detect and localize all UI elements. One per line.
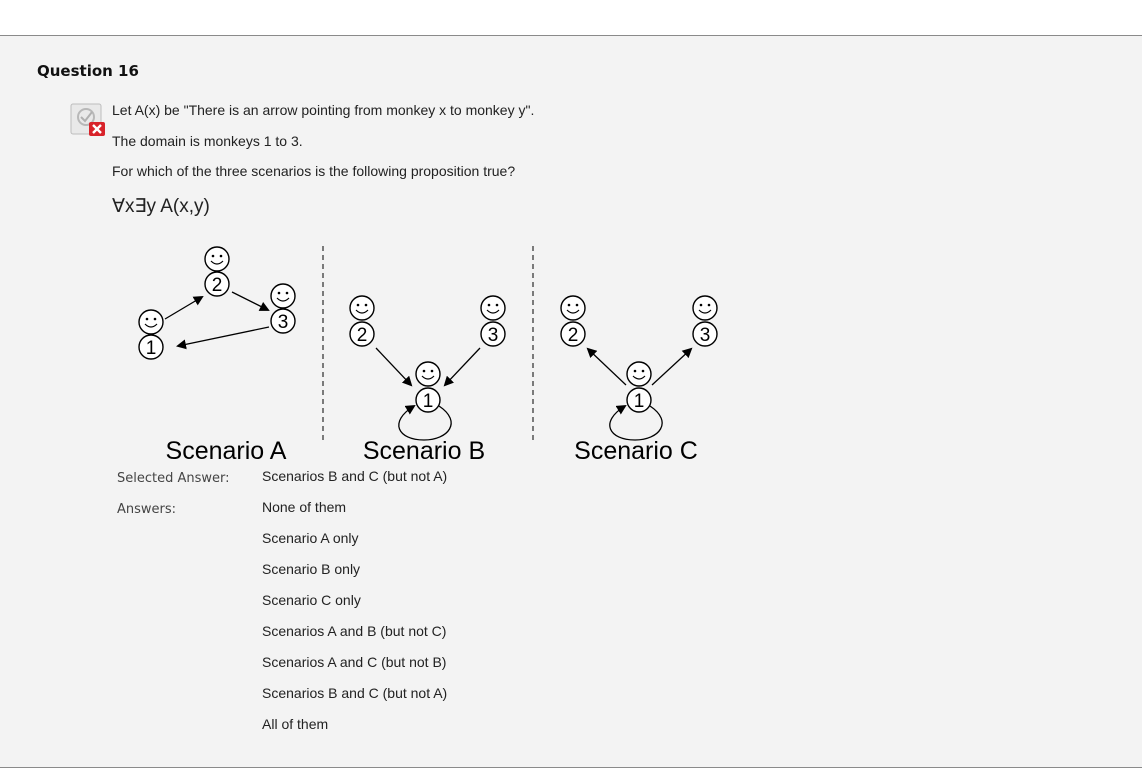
question-panel <box>0 35 1142 768</box>
monkey-1-c <box>627 362 651 412</box>
scenario-b-label: Scenario B <box>362 437 486 465</box>
question-line-3: For which of the three scenarios is the following proposition true? <box>112 163 516 179</box>
answer-option: Scenarios A and C (but not B) <box>262 654 447 670</box>
selected-answer-label: Selected Answer: <box>117 471 230 486</box>
answer-option: Scenarios A and B (but not C) <box>262 623 447 639</box>
svg-text:3: 3 <box>487 325 499 346</box>
arrow-1-to-2 <box>165 297 202 319</box>
monkey-1-b <box>416 362 440 412</box>
question-title: Question 16 <box>37 62 139 80</box>
monkey-1-a <box>139 310 163 359</box>
incorrect-icon <box>70 103 106 137</box>
svg-text:2: 2 <box>567 325 579 346</box>
scenario-c-label: Scenario C <box>574 437 698 465</box>
scenario-c <box>561 296 717 465</box>
answer-option: Scenario A only <box>262 530 359 546</box>
arrow-3-to-1 <box>445 348 480 385</box>
monkey-2-b <box>350 296 374 346</box>
arrow-2-to-3 <box>232 292 268 310</box>
answer-option: Scenarios B and C (but not A) <box>262 685 448 701</box>
scenario-b <box>350 296 505 465</box>
svg-text:1: 1 <box>422 391 434 412</box>
scenario-a <box>139 247 295 465</box>
monkey-2-a <box>205 247 229 296</box>
svg-text:2: 2 <box>356 325 368 346</box>
answer-option: All of them <box>262 716 329 732</box>
scenario-figure <box>118 240 738 465</box>
proposition: ∀x∃y A(x,y) <box>112 196 210 217</box>
arrow-1-to-3 <box>652 349 691 385</box>
arrow-3-to-1 <box>178 327 269 346</box>
arrow-2-to-1 <box>376 348 411 385</box>
answer-option: Scenario B only <box>262 561 361 577</box>
svg-text:1: 1 <box>145 338 157 359</box>
question-line-2: The domain is monkeys 1 to 3. <box>112 133 303 149</box>
svg-text:3: 3 <box>277 312 289 333</box>
monkey-3-b <box>481 296 505 346</box>
answers-label: Answers: <box>117 502 177 517</box>
selected-answer-value: Scenarios B and C (but not A) <box>262 468 448 484</box>
scenario-a-label: Scenario A <box>165 437 287 465</box>
svg-text:2: 2 <box>211 275 223 296</box>
svg-text:1: 1 <box>633 391 645 412</box>
answer-option: None of them <box>262 499 347 515</box>
monkey-3-c <box>693 296 717 346</box>
svg-text:3: 3 <box>699 325 711 346</box>
answer-option: Scenario C only <box>262 592 361 608</box>
monkey-2-c <box>561 296 585 346</box>
monkey-3-a <box>271 284 295 333</box>
question-line-1: Let A(x) be "There is an arrow pointing from monkey x to monkey y". <box>112 102 535 118</box>
arrow-1-to-2 <box>588 349 626 385</box>
